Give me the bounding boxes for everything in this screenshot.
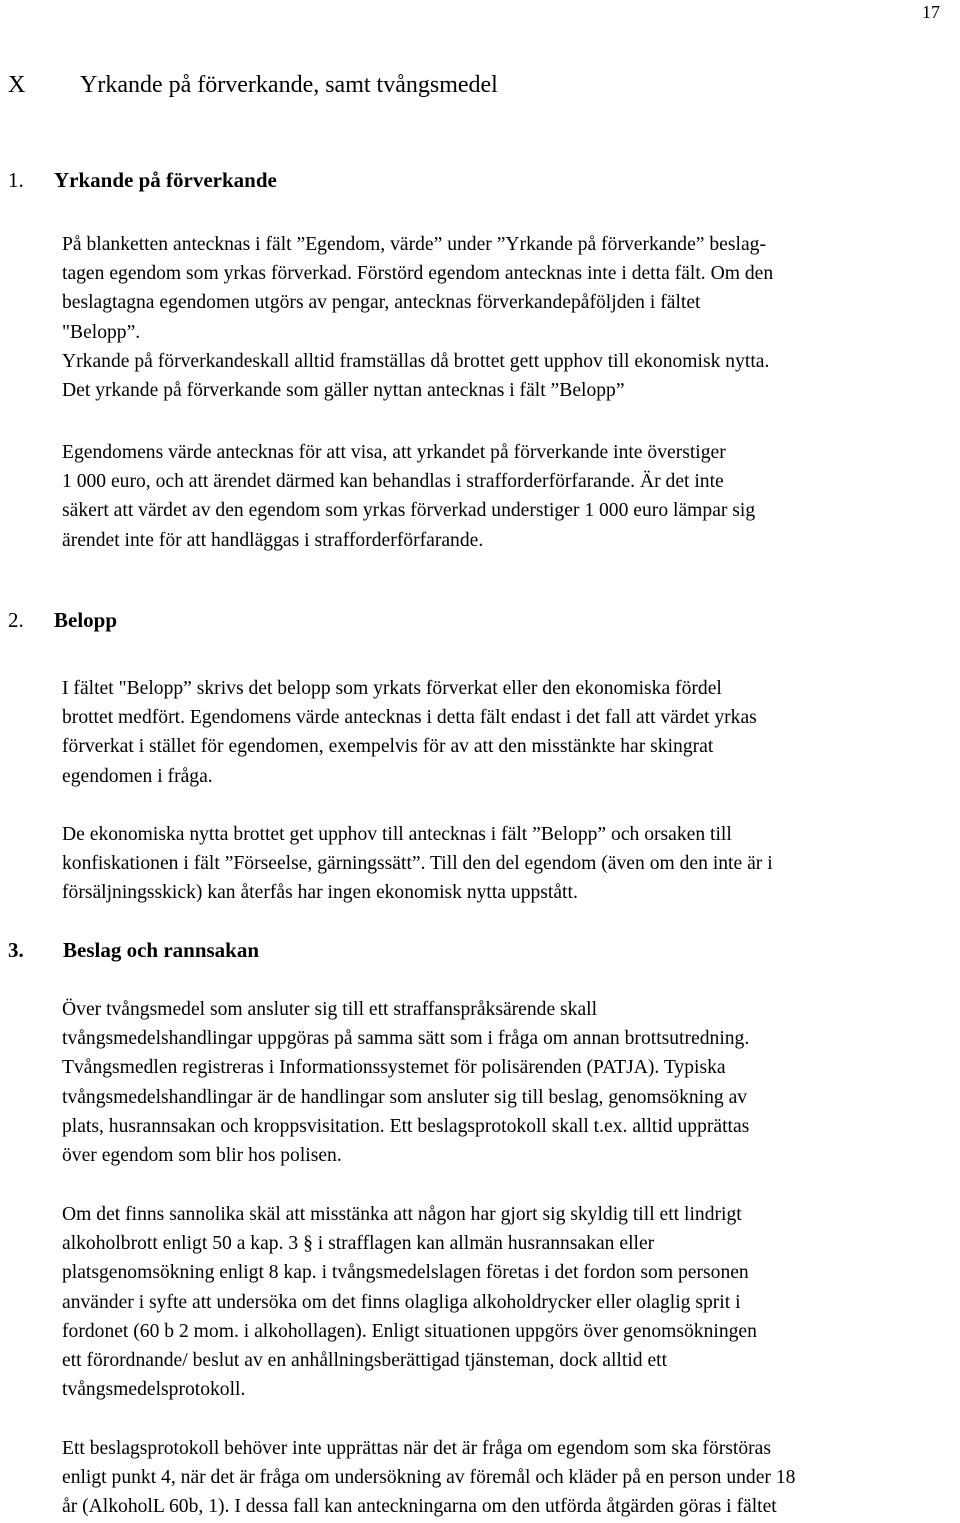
section-3-heading (8, 938, 259, 963)
text-line: Tvångsmedlen registreras i Informationssystemet för polisärenden (PATJA). Typiska (62, 1057, 726, 1079)
text-line: plats, husrannsakan och kroppsvisitation. Ett beslagsprotokoll skall t.ex. alltid upprättas (62, 1115, 750, 1137)
section-1-heading (8, 168, 277, 193)
chapter-number: X (8, 72, 26, 98)
text-line: platsgenomsökning enligt 8 kap. i tvångsmedelslagen företas i det fordon som personen (62, 1262, 749, 1284)
text-line: försäljningsskick) kan återfås har ingen ekonomisk nytta uppstått. (62, 882, 578, 904)
text-line: På blanketten antecknas i fält ”Egendom, värde” under ”Yrkande på förverkande” beslag- (62, 234, 766, 255)
text-line: tvångsmedelsprotokoll. (62, 1379, 246, 1401)
text-line: fordonet (60 b 2 mom. i alkohollagen). Enligt situationen uppgörs över genomsökningen (62, 1320, 757, 1342)
text-line: enligt punkt 4, när det är fråga om undersökning av föremål och kläder på en person under 18 (62, 1467, 796, 1489)
text-line: tvångsmedelshandlingar är de handlingar som ansluter sig till beslag, genomsökning av (62, 1086, 748, 1108)
text-line: år (AlkoholL 60b, 1). I dessa fall kan anteckningarna om den utförda åtgärden göras i fältet (62, 1496, 777, 1518)
text-line: egendomen i fråga. (62, 765, 213, 787)
section-1-number: 1. (8, 168, 24, 192)
text-line: använder i syfte att undersöka om det finns olagliga alkoholdrycker eller olaglig sprit i (62, 1291, 741, 1313)
text-line: Yrkande på förverkandeskall alltid framställas då brottet gett upphov till ekonomisk nytta. (62, 350, 770, 372)
text-line: ärendet inte för att handläggas i strafforderförfarande. (62, 529, 484, 551)
section-2-title: Belopp (54, 608, 118, 632)
section-2-number: 2. (8, 608, 24, 632)
text-line: alkoholbrott enligt 50 a kap. 3 § i strafflagen kan allmän husrannsakan eller (62, 1233, 655, 1255)
text-line: Det yrkande på förverkande som gäller nyttan antecknas i fält ”Belopp” (62, 380, 625, 402)
text-line: "Belopp”. (62, 321, 141, 343)
text-line: 1 000 euro, och att ärendet därmed kan behandlas i strafforderförfarande. Är det inte (62, 471, 724, 493)
section-3-paragraph-1 (62, 995, 946, 1170)
chapter-heading (8, 72, 498, 99)
text-line: brottet medfört. Egendomens värde antecknas i detta fält endast i det fall att värdet yrkas (62, 707, 757, 729)
section-3-number: 3. (8, 938, 24, 962)
section-1-paragraph-2 (62, 438, 946, 555)
section-3-title: Beslag och rannsakan (63, 938, 260, 962)
text-line: I fältet "Belopp” skrivs det belopp som yrkats förverkat eller den ekonomiska fördel (62, 678, 722, 699)
text-line: beslagtagna egendomen utgörs av pengar, antecknas förverkandepåföljden i fältet (62, 292, 701, 314)
page-number: 17 (922, 2, 940, 22)
text-line: Ett beslagsprotokoll behöver inte upprättas när det är fråga om egendom som ska förstöras (62, 1438, 771, 1459)
text-line: Om det finns sannolika skäl att misstänka att någon har gjort sig skyldig till ett lindrigt (62, 1204, 742, 1225)
section-1-paragraph-1 (62, 230, 946, 405)
text-line: konfiskationen i fält ”Förseelse, gärningssätt”. Till den del egendom (även om den inte är i (62, 853, 773, 875)
chapter-title: Yrkande på förverkande, samt tvångsmedel (80, 72, 498, 98)
section-2-heading (8, 608, 117, 633)
text-line: förverkat i stället för egendomen, exempelvis för av att den misstänkte har skingrat (62, 736, 714, 758)
text-line: säkert att värdet av den egendom som yrkas förverkad understiger 1 000 euro lämpar sig (62, 500, 756, 522)
text-line: tagen egendom som yrkas förverkad. Förstörd egendom antecknas inte i detta fält. Om den (62, 263, 774, 285)
text-line: Över tvångsmedel som ansluter sig till ett straffanspråksärende skall (62, 999, 598, 1020)
text-line: ett förordnande/ beslut av en anhållningsberättigad tjänsteman, dock alltid ett (62, 1350, 668, 1372)
section-2-paragraph-2 (62, 820, 946, 908)
section-2-paragraph-1 (62, 674, 946, 791)
text-line: över egendom som blir hos polisen. (62, 1145, 342, 1167)
section-3-paragraph-2 (62, 1200, 946, 1404)
text-line: tvångsmedelshandlingar uppgöras på samma sätt som i fråga om annan brottsutredning. (62, 1028, 750, 1050)
text-line: De ekonomiska nytta brottet get upphov till antecknas i fält ”Belopp” och orsaken till (62, 824, 732, 845)
section-3-paragraph-3 (62, 1434, 946, 1522)
text-line: Egendomens värde antecknas för att visa, att yrkandet på förverkande inte överstiger (62, 442, 726, 463)
section-1-title: Yrkande på förverkande (54, 168, 277, 192)
